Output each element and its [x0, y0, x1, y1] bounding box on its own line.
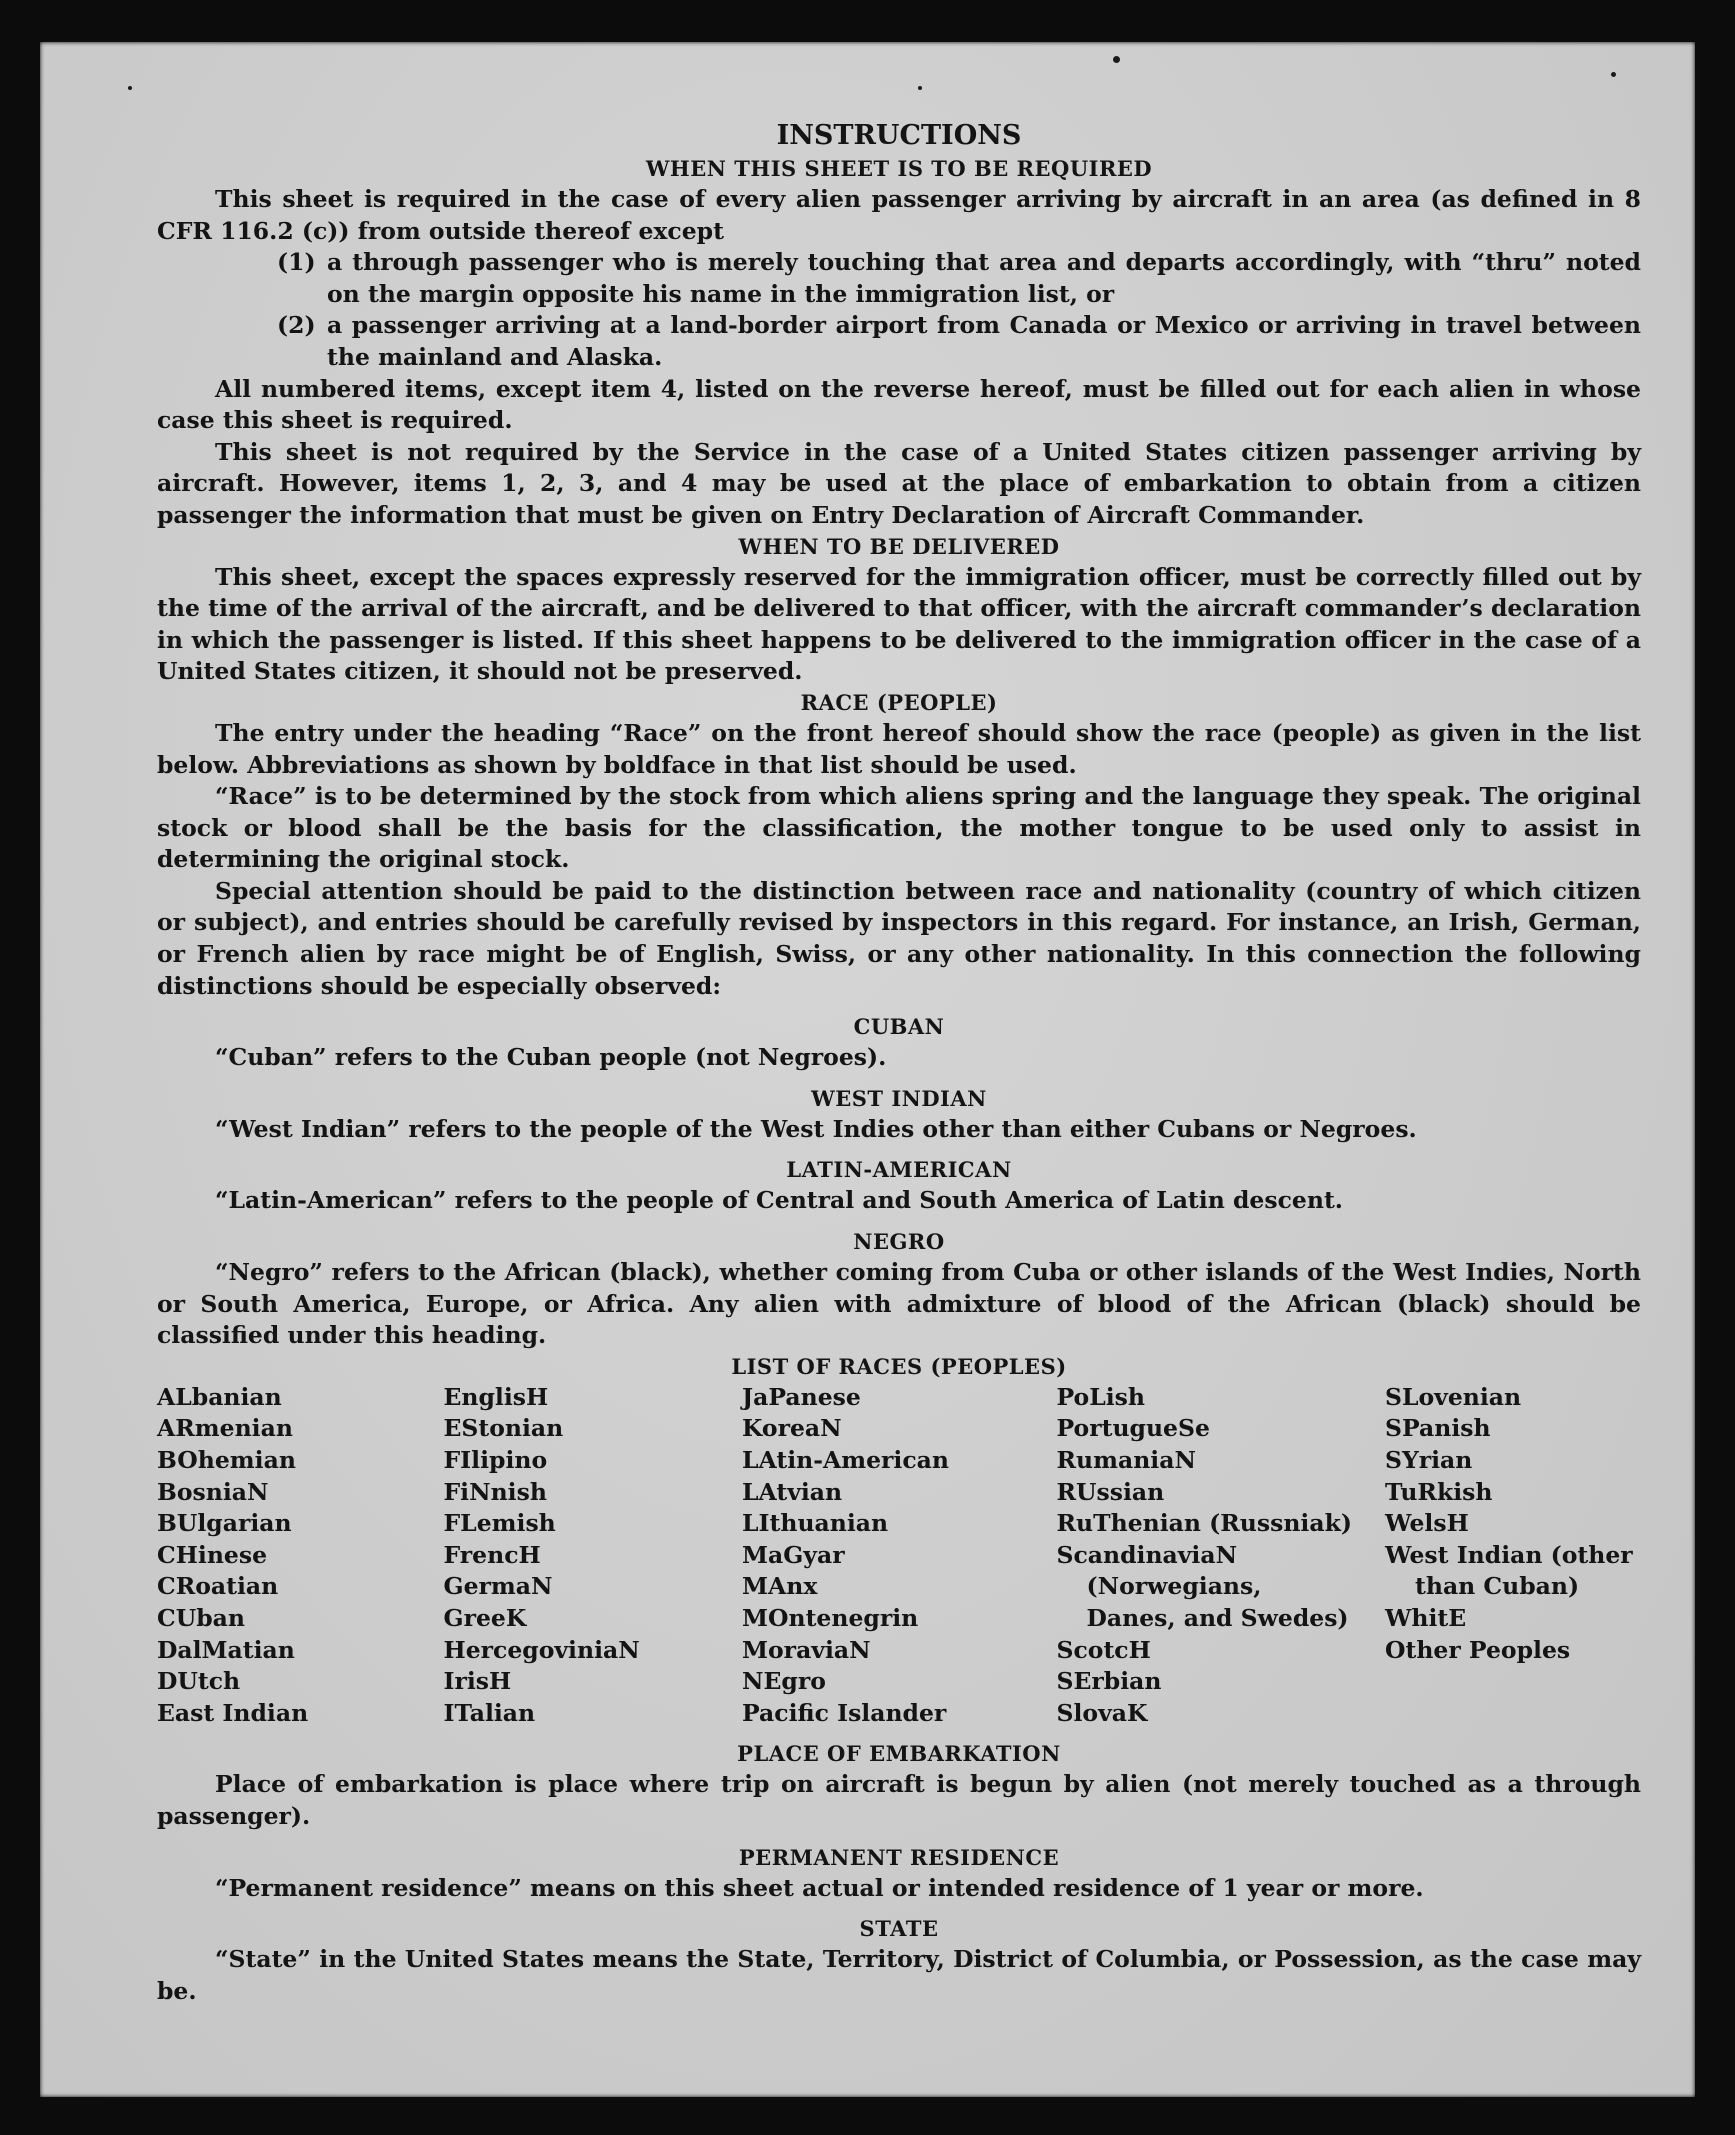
race-entry: SLovenian [1385, 1382, 1522, 1411]
paragraph-numbered-items: All numbered items, except item 4, listed on the reverse hereof, must be filled out for each alien in whose case this sheet is required. [157, 374, 1641, 435]
paragraph-citizen: This sheet is not required by the Service in the case of a United States citizen passenger arriving by aircraft. However, items 1, 2, 3, and 4 may be used at the place of embarkation to obtain from a citizen passenger the information that must be given on Entry Declaration of Aircraft Commander. [157, 437, 1641, 529]
heading-when-required: WHEN THIS SHEET IS TO BE REQUIRED [645, 156, 1153, 181]
race-entry: RuThenian (Russniak) [1056, 1509, 1352, 1538]
race-entry: LAtin-American [742, 1446, 949, 1474]
race-entry: EnglisH [443, 1382, 549, 1411]
races-column-2 [444, 1382, 714, 1730]
heading-state: STATE [859, 1916, 939, 1942]
heading-permanent-residence: PERMANENT RESIDENCE [738, 1844, 1060, 1870]
race-entry: Other Peoples [1385, 1635, 1571, 1664]
race-entry: TuRkish [1385, 1477, 1493, 1506]
race-entry: CUban [157, 1603, 245, 1632]
heading-west-indian: WEST INDIAN [811, 1085, 987, 1111]
race-entry: West Indian (other than Cuban) [1385, 1540, 1633, 1601]
paragraph-embarkation: Place of embarkation is place where trip on aircraft is begun by alien (not merely touched as a through passenger). [157, 1770, 1641, 1830]
paragraph-permanent-residence: “Permanent residence” means on this sheet actual or intended residence of 1 year or more. [215, 1873, 1424, 1902]
exception-number: (1) [277, 248, 316, 277]
race-entry: RUssian [1056, 1477, 1165, 1506]
exception-item-1 [157, 247, 1641, 310]
race-entry: DalMatian [157, 1635, 295, 1664]
paragraph-race-1: The entry under the heading “Race” on the front hereof should show the race (people) as given in the list below. Abbreviations as shown by boldface in that list should be used. [157, 718, 1641, 779]
page-title: INSTRUCTIONS [776, 120, 1022, 151]
definition-negro: “Negro” refers to the African (black), whether coming from Cuba or other islands of the West Indies, North or South America, Europe, or Africa. Any alien with admixture of blood of the African (black) should be classified under this heading. [157, 1258, 1641, 1350]
race-entry: LIthuanian [742, 1509, 889, 1538]
exception-number: (2) [277, 311, 316, 340]
definition-cuban: “Cuban” refers to the Cuban people (not Negroes). [215, 1043, 887, 1072]
race-entry: BUlgarian [157, 1509, 292, 1538]
races-column-4 [1057, 1382, 1357, 1730]
race-entry: NEgro [742, 1667, 826, 1696]
races-column-1 [157, 1382, 415, 1730]
race-entry: CRoatian [157, 1572, 279, 1601]
race-entry: MAnx [742, 1572, 818, 1601]
race-entry: SPanish [1385, 1414, 1491, 1443]
exception-text: a through passenger who is merely touching that area and departs accordingly, with “thru” noted on the margin opposite his name in the immigration list, or [327, 248, 1641, 308]
heading-embarkation: PLACE OF EMBARKATION [737, 1741, 1061, 1767]
punch-mark [128, 86, 132, 90]
race-entry: SYrian [1385, 1446, 1473, 1474]
race-entry: FLemish [443, 1509, 556, 1538]
punch-mark [1113, 56, 1120, 63]
race-entry: CHinese [157, 1540, 268, 1569]
race-entry: JaPanese [742, 1382, 861, 1411]
race-entry: FIlipino [443, 1446, 548, 1474]
punch-mark [918, 86, 922, 90]
paragraph-state: “State” in the United States means the State, Territory, District of Columbia, or Possession, as the case may be. [157, 1945, 1641, 2005]
paragraph-delivered: This sheet, except the spaces expressly reserved for the immigration officer, must be correctly filled out by the time of the arrival of the aircraft, and be delivered to that officer, with the aircraft commander’s declaration in which the passenger is listed. If this sheet happens to be delivered to the immigration officer in the case of a United States citizen, it should not be preserved. [157, 562, 1641, 686]
race-entry: SErbian [1056, 1667, 1162, 1696]
race-entry: DUtch [157, 1667, 241, 1696]
race-entry: MoraviaN [742, 1635, 871, 1664]
race-entry: WhitE [1385, 1603, 1467, 1632]
race-entry: LAtvian [742, 1477, 843, 1506]
exception-item-2 [157, 310, 1641, 373]
races-column-3 [742, 1382, 1028, 1730]
race-entry: ARmenian [157, 1414, 293, 1443]
exception-text: a passenger arriving at a land-border airport from Canada or Mexico or arriving in travel between the mainland and Alaska. [327, 311, 1641, 371]
heading-latin-american: LATIN-AMERICAN [786, 1157, 1012, 1183]
race-entry: PortugueSe [1056, 1414, 1210, 1443]
race-entry: BOhemian [157, 1446, 296, 1474]
heading-race: RACE (PEOPLE) [800, 689, 998, 715]
race-entry: GermaN [443, 1572, 553, 1601]
heading-negro: NEGRO [853, 1229, 945, 1255]
paragraph-required-intro: This sheet is required in the case of every alien passenger arriving by aircraft in an area (as defined in 8 CFR 116.2 (c)) from outside thereof except [157, 185, 1641, 245]
heading-when-delivered: WHEN TO BE DELIVERED [738, 533, 1060, 559]
race-entry: HercegoviniaN [443, 1635, 640, 1664]
races-list [157, 1382, 1641, 1730]
heading-list-of-races: LIST OF RACES (PEOPLES) [731, 1353, 1067, 1379]
race-entry: MOntenegrin [742, 1603, 919, 1632]
race-entry: FrencH [443, 1540, 541, 1569]
instructions-content [157, 118, 1641, 2007]
heading-cuban: CUBAN [853, 1014, 945, 1040]
race-entry: MaGyar [742, 1540, 845, 1569]
race-entry: GreeK [443, 1603, 527, 1632]
definition-latin-american: “Latin-American” refers to the people of Central and South America of Latin descent. [215, 1186, 1343, 1215]
race-entry: East Indian [157, 1698, 309, 1727]
race-entry: ScotcH [1056, 1635, 1151, 1664]
race-entry: ScandinaviaN (Norwegians, Danes, and Swedes) [1056, 1540, 1349, 1632]
race-entry: KoreaN [742, 1414, 842, 1443]
paragraph-race-3: Special attention should be paid to the distinction between race and nationality (country of which citizen or subject), and entries should be carefully revised by inspectors in this regard. For instance, an Irish, German, or French alien by race might be of English, Swiss, or any other nationality. In this connection the following distinctions should be especially observed: [157, 876, 1641, 1000]
document-sheet [40, 42, 1695, 2097]
race-entry: BosniaN [157, 1477, 269, 1506]
races-column-5 [1385, 1382, 1641, 1730]
race-entry: EStonian [443, 1414, 564, 1443]
race-entry: IrisH [443, 1667, 512, 1696]
race-entry: ITalian [443, 1698, 536, 1727]
race-entry: PoLish [1056, 1382, 1145, 1411]
race-entry: RumaniaN [1056, 1446, 1196, 1474]
race-entry: WelsH [1385, 1509, 1469, 1538]
race-entry: Pacific Islander [742, 1698, 947, 1727]
race-entry: ALbanian [157, 1382, 282, 1411]
definition-west-indian: “West Indian” refers to the people of the West Indies other than either Cubans or Negroes. [215, 1114, 1417, 1143]
race-entry: FiNnish [443, 1477, 547, 1506]
race-entry: SlovaK [1056, 1698, 1148, 1727]
punch-mark [1611, 72, 1616, 77]
paragraph-race-2: “Race” is to be determined by the stock from which aliens spring and the language they speak. The original stock or blood shall be the basis for the classification, the mother tongue to be used only to assist in determining the original stock. [157, 782, 1641, 874]
